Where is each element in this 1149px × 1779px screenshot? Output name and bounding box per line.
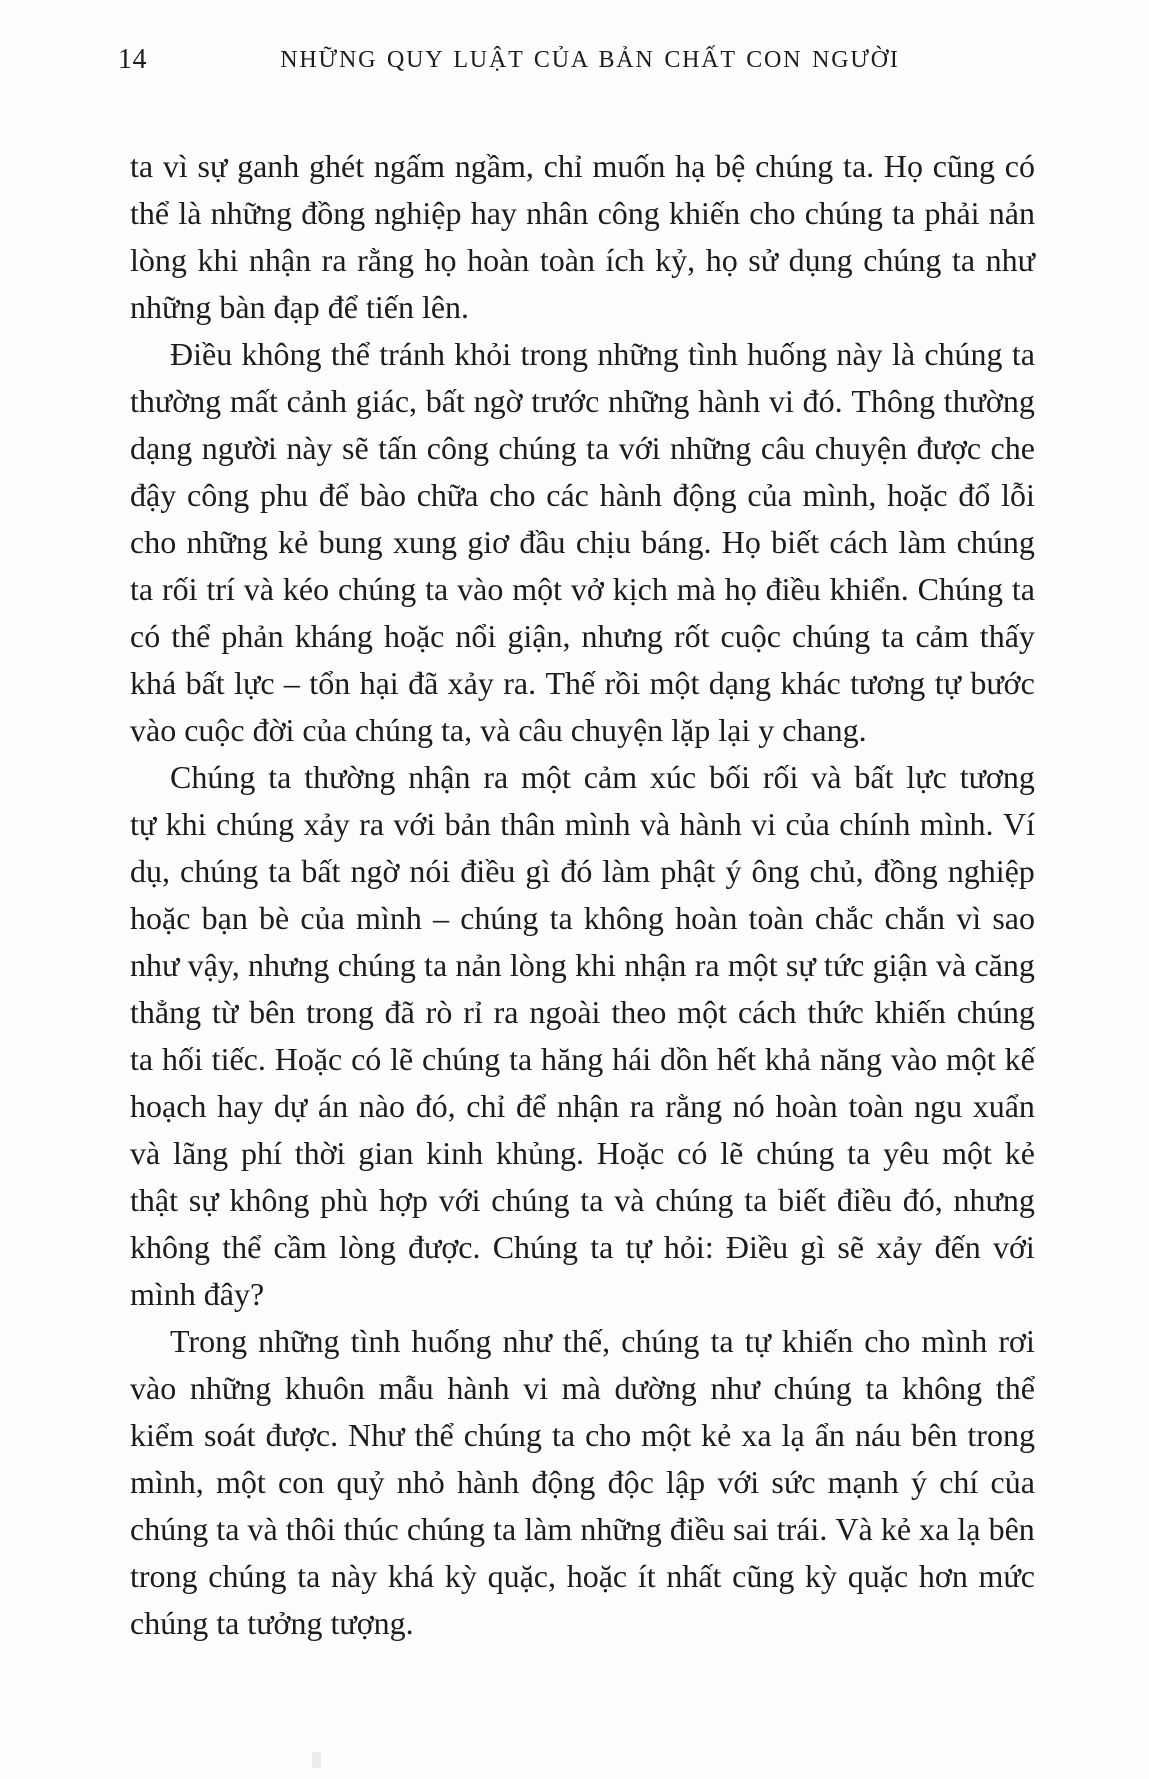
text-line: ta vì sự ganh ghét ngấm ngầm, chỉ muốn hạ bệ chúng ta. Họ cũng có <box>130 148 1035 184</box>
paragraph <box>130 336 1035 759</box>
text-line: dụ, chúng ta bất ngờ nói điều gì đó làm phật ý ông chủ, đồng nghiệp <box>130 853 1035 889</box>
text-line: không thể cầm lòng được. Chúng ta tự hỏi: Điều gì sẽ xảy đến với <box>130 1229 1035 1265</box>
text-line: ta rối trí và kéo chúng ta vào một vở kịch mà họ điều khiển. Chúng ta <box>130 571 1035 607</box>
paragraph <box>130 1323 1035 1652</box>
text-line: khá bất lực – tổn hại đã xảy ra. Thế rồi một dạng khác tương tự bước <box>130 665 1035 701</box>
text-line: vào những khuôn mẫu hành vi mà dường như chúng ta không thể <box>130 1370 1035 1406</box>
text-line: mình đây? <box>130 1276 265 1312</box>
text-line: có thể phản kháng hoặc nổi giận, nhưng rốt cuộc chúng ta cảm thấy <box>130 618 1035 654</box>
text-line: thể là những đồng nghiệp hay nhân công khiến cho chúng ta phải nản <box>130 195 1035 231</box>
text-line: Trong những tình huống như thế, chúng ta tự khiến cho mình rơi <box>170 1323 1035 1359</box>
text-line: những bàn đạp để tiến lên. <box>130 289 470 325</box>
text-line: Chúng ta thường nhận ra một cảm xúc bối rối và bất lực tương <box>170 759 1035 795</box>
text-line: và lãng phí thời gian kinh khủng. Hoặc có lẽ chúng ta yêu một kẻ <box>130 1135 1035 1171</box>
text-line: tự khi chúng xảy ra với bản thân mình và hành vi của chính mình. Ví <box>130 806 1035 842</box>
text-line: lòng khi nhận ra rằng họ hoàn toàn ích kỷ, họ sử dụng chúng ta như <box>130 242 1035 278</box>
text-line: Điều không thể tránh khỏi trong những tình huống này là chúng ta <box>170 336 1035 372</box>
text-line: chúng ta tưởng tượng. <box>130 1605 414 1641</box>
text-line: đậy công phu để bào chữa cho các hành động của mình, hoặc đổ lỗi <box>130 477 1035 513</box>
page-body <box>130 148 1035 1652</box>
text-line: như vậy, nhưng chúng ta nản lòng khi nhận ra một sự tức giận và căng <box>130 947 1035 983</box>
page-number: 14 <box>118 44 147 75</box>
text-line: thường mất cảnh giác, bất ngờ trước những hành vi đó. Thông thường <box>130 383 1035 419</box>
text-line: kiểm soát được. Như thể chúng ta cho một kẻ xa lạ ẩn náu bên trong <box>130 1417 1035 1453</box>
text-line: cho những kẻ bung xung giơ đầu chịu báng. Họ biết cách làm chúng <box>130 524 1035 560</box>
text-line: chúng ta và thôi thúc chúng ta làm những điều sai trái. Và kẻ xa lạ bên <box>130 1511 1035 1547</box>
text-line: thẳng từ bên trong đã rò rỉ ra ngoài theo một cách thức khiến chúng <box>130 994 1035 1030</box>
text-line: ta hối tiếc. Hoặc có lẽ chúng ta hăng hái dồn hết khả năng vào một kế <box>130 1041 1035 1077</box>
text-line: mình, một con quỷ nhỏ hành động độc lập với sức mạnh ý chí của <box>130 1464 1035 1500</box>
running-header <box>0 42 1149 82</box>
text-line: thật sự không phù hợp với chúng ta và chúng ta biết điều đó, nhưng <box>130 1182 1035 1218</box>
paragraph <box>130 148 1035 336</box>
text-line: hoặc bạn bè của mình – chúng ta không hoàn toàn chắc chắn vì sao <box>130 900 1035 936</box>
text-line: dạng người này sẽ tấn công chúng ta với những câu chuyện được che <box>130 430 1035 466</box>
running-title: NHỮNG QUY LUẬT CỦA BẢN CHẤT CON NGƯỜI <box>280 47 900 73</box>
text-line: vào cuộc đời của chúng ta, và câu chuyện lặp lại y chang. <box>130 712 867 748</box>
text-line: hoạch hay dự án nào đó, chỉ để nhận ra rằng nó hoàn toàn ngu xuẩn <box>130 1088 1035 1124</box>
paragraph <box>130 759 1035 1323</box>
scan-smudge <box>312 1752 321 1768</box>
text-line: trong chúng ta này khá kỳ quặc, hoặc ít nhất cũng kỳ quặc hơn mức <box>130 1558 1035 1594</box>
